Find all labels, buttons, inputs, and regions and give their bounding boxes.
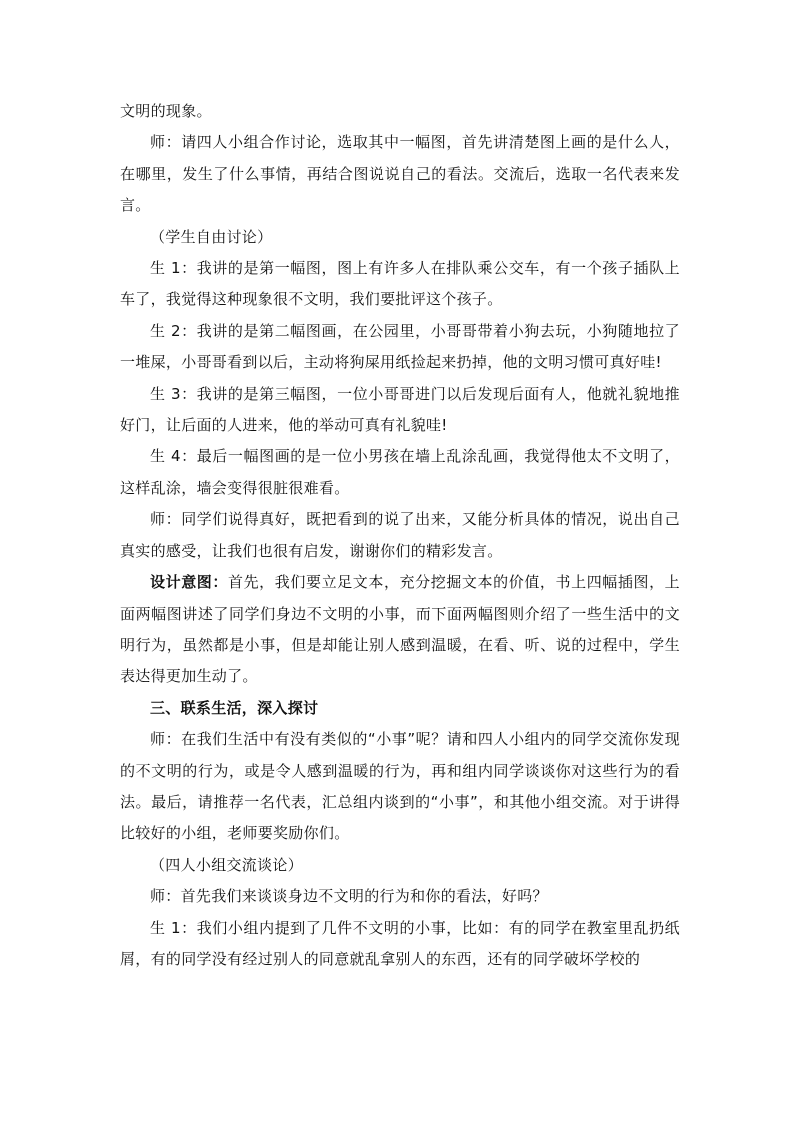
paragraph-design-intent [120,567,680,693]
paragraph-teacher-prompt: 师：首先我们来谈谈身边不文明的行为和你的看法，好吗？ [150,887,548,906]
paragraph-continuation: 文明的现象。 [120,102,212,120]
paragraph-student-2: 生 2：我讲的是第二幅图画，在公园里，小哥哥带着小狗去玩，小狗随地拉了一堆屎，小哥哥看到以后，主动将狗屎用纸捡起来扔掉，他的文明习惯可真好哇! [120,321,680,372]
paragraph-teacher-instruction: 师：请四人小组合作讨论，选取其中一幅图，首先讲清楚图上画的是什么人，在哪里，发生了什么事情，再结合图说说自己的看法。交流后，选取一名代表来发言。 [120,133,680,215]
paragraph-group-note: （四人小组交流谈论） [150,855,304,874]
design-intent-label: 设计意图： [150,573,228,592]
paragraph-teacher-praise: 师：同学们说得真好，既把看到的说了出来，又能分析具体的情况，说出自己真实的感受，让我们也很有启发，谢谢你们的精彩发言。 [120,510,680,560]
paragraph-stage-note: （学生自由讨论） [150,227,273,246]
design-intent-text: 首先，我们要立足文本，充分挖掘文本的价值，书上四幅插图，上面两幅图讲述了同学们身边不文明的小事，而下面两幅图则介绍了一些生活中的文明行为，虽然都是小事，但是却能让别人感到温暖，在看、听、说的过程中，学生表达得更加生动了。 [120,573,680,686]
paragraph-student-4: 生 4：最后一幅图画的是一位小男孩在墙上乱涂乱画，我觉得他太不文明了，这样乱涂，墙会变得很脏很难看。 [120,447,680,497]
paragraph-student-group-1: 生 1：我们小组内提到了几件不文明的小事，比如：有的同学在教室里乱扔纸屑，有的同学没有经过别人的同意就乱拿别人的东西，还有的同学破坏学校的 [120,918,680,968]
section-heading: 三、联系生活，深入探讨 [150,698,319,717]
paragraph-teacher-question: 师：在我们生活中有没有类似的“小事”呢？请和四人小组内的同学交流你发现的不文明的行为，或是令人感到温暖的行为，再和组内同学谈谈你对这些行为的看法。最后，请推荐一名代表，汇总组内谈到的“小事”，和其他小组交流。对于讲得比较好的小组，老师要奖励你们。 [120,730,680,843]
paragraph-student-1: 生 1：我讲的是第一幅图，图上有许多人在排队乘公交车，有一个孩子插队上车了，我觉得这种现象很不文明，我们要批评这个孩子。 [120,259,680,309]
document-body [120,96,680,975]
paragraph-student-3: 生 3：我讲的是第三幅图，一位小哥哥进门以后发现后面有人，他就礼貌地推好门，让后面的人进来，他的举动可真有礼貌哇! [120,384,680,435]
